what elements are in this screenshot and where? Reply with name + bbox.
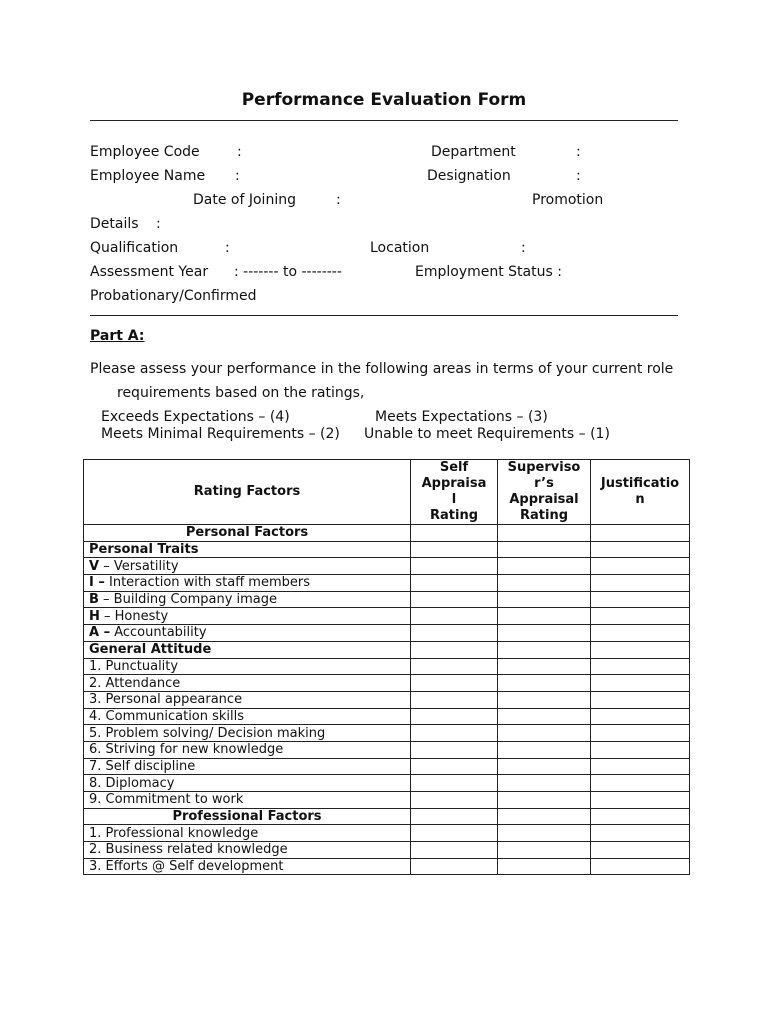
attitude-item: 8. Diplomacy [84, 775, 411, 792]
justification-cell[interactable] [591, 641, 690, 658]
trait-building-image [84, 591, 411, 608]
justification-cell[interactable] [591, 792, 690, 809]
supervisor-rating-cell[interactable] [498, 858, 591, 875]
qualification-colon: : [225, 240, 230, 256]
justification-cell[interactable] [591, 541, 690, 558]
self-rating-cell[interactable] [411, 608, 498, 625]
attitude-item: 4. Communication skills [84, 708, 411, 725]
rating-exceeds: Exceeds Expectations – (4) [101, 409, 290, 425]
rating-factors-header-text: Rating Factors [193, 484, 301, 499]
trait-text: – Versatility [99, 558, 179, 574]
part-a-heading: Part A: [90, 328, 145, 344]
table-row [84, 525, 690, 542]
table-row [84, 825, 690, 842]
professional-factors-section: Professional Factors [84, 808, 411, 825]
supervisor-appraisal-line-2: r’s [534, 476, 554, 491]
supervisor-appraisal-line-3: Appraisal [509, 492, 579, 507]
supervisor-rating-cell[interactable] [498, 541, 591, 558]
employee-code-label: Employee Code [90, 144, 200, 160]
self-rating-cell[interactable] [411, 708, 498, 725]
self-rating-cell[interactable] [411, 842, 498, 859]
trait-code: H [89, 608, 100, 624]
attitude-item: 7. Self discipline [84, 758, 411, 775]
self-rating-cell[interactable] [411, 641, 498, 658]
professional-item: 1. Professional knowledge [84, 825, 411, 842]
supervisor-rating-cell[interactable] [498, 792, 591, 809]
instruction-line-1: Please assess your performance in the following areas in terms of your current role [90, 361, 674, 377]
justification-cell[interactable] [591, 608, 690, 625]
table-row [84, 558, 690, 575]
justification-header [591, 460, 690, 525]
supervisor-appraisal-line-4: Rating [519, 508, 568, 523]
self-rating-cell[interactable] [411, 741, 498, 758]
supervisor-appraisal-line-1: Superviso [507, 460, 581, 475]
department-colon: : [576, 144, 581, 160]
designation-colon: : [576, 168, 581, 184]
table-row [84, 575, 690, 592]
general-attitude-group: General Attitude [84, 641, 411, 658]
form-title: Performance Evaluation Form [241, 90, 527, 110]
supervisor-rating-cell[interactable] [498, 625, 591, 642]
department-label: Department [431, 144, 516, 160]
supervisor-rating-cell[interactable] [498, 658, 591, 675]
trait-interaction [84, 575, 411, 592]
trait-honesty [84, 608, 411, 625]
trait-code: I – [89, 575, 105, 591]
self-appraisal-header [411, 460, 498, 525]
self-appraisal-line-3: l [451, 492, 457, 507]
trait-text: Accountability [110, 625, 207, 641]
table-row [84, 708, 690, 725]
justification-line-1: Justificatio [600, 476, 680, 491]
supervisor-rating-cell[interactable] [498, 758, 591, 775]
attitude-item: 2. Attendance [84, 675, 411, 692]
supervisor-rating-cell[interactable] [498, 825, 591, 842]
table-row [84, 858, 690, 875]
supervisor-rating-cell[interactable] [498, 608, 591, 625]
personal-factors-section: Personal Factors [84, 525, 411, 542]
self-appraisal-line-2: Appraisa [421, 476, 487, 491]
assessment-year-label: Assessment Year [90, 264, 209, 280]
self-rating-cell[interactable] [411, 758, 498, 775]
self-rating-cell[interactable] [411, 625, 498, 642]
table-row [84, 792, 690, 809]
justification-cell[interactable] [591, 775, 690, 792]
attitude-item: 1. Punctuality [84, 658, 411, 675]
professional-item: 2. Business related knowledge [84, 842, 411, 859]
table-row [84, 658, 690, 675]
self-rating-cell[interactable] [411, 558, 498, 575]
table-row [84, 608, 690, 625]
trait-text: – Building Company image [98, 592, 278, 608]
self-rating-cell[interactable] [411, 792, 498, 809]
self-rating-cell[interactable] [411, 591, 498, 608]
employment-status-label: Employment Status : [415, 264, 562, 280]
probationary-confirmed: Probationary/Confirmed [90, 288, 257, 304]
self-rating-cell[interactable] [411, 525, 498, 542]
table-row [84, 775, 690, 792]
details-label: Details [90, 216, 139, 232]
trait-text: – Honesty [99, 608, 169, 624]
self-rating-cell[interactable] [411, 808, 498, 825]
supervisor-rating-cell[interactable] [498, 691, 591, 708]
justification-cell[interactable] [591, 691, 690, 708]
table-row [84, 541, 690, 558]
top-divider [90, 120, 678, 121]
table-row [84, 591, 690, 608]
promotion-label: Promotion [532, 192, 604, 208]
employee-name-label: Employee Name [90, 168, 206, 184]
justification-cell[interactable] [591, 741, 690, 758]
professional-item: 3. Efforts @ Self development [84, 858, 411, 875]
justification-cell[interactable] [591, 525, 690, 542]
table-row [84, 741, 690, 758]
instruction-line-2: requirements based on the ratings, [117, 385, 365, 401]
designation-label: Designation [427, 168, 511, 184]
employee-code-colon: : [237, 144, 242, 160]
self-rating-cell[interactable] [411, 691, 498, 708]
table-row [84, 625, 690, 642]
self-rating-cell[interactable] [411, 858, 498, 875]
details-colon: : [156, 216, 161, 232]
supervisor-rating-cell[interactable] [498, 641, 591, 658]
trait-code: V [89, 558, 100, 574]
table-row [84, 842, 690, 859]
justification-cell[interactable] [591, 591, 690, 608]
trait-code: B [89, 592, 99, 608]
supervisor-rating-cell[interactable] [498, 675, 591, 692]
supervisor-rating-cell[interactable] [498, 775, 591, 792]
table-row [84, 691, 690, 708]
supervisor-rating-cell[interactable] [498, 558, 591, 575]
justification-cell[interactable] [591, 675, 690, 692]
justification-cell[interactable] [591, 808, 690, 825]
self-rating-cell[interactable] [411, 725, 498, 742]
trait-versatility [84, 558, 411, 575]
attitude-item: 3. Personal appearance [84, 691, 411, 708]
justification-cell[interactable] [591, 725, 690, 742]
table-header-row [84, 460, 690, 525]
justification-cell[interactable] [591, 858, 690, 875]
self-rating-cell[interactable] [411, 675, 498, 692]
assessment-year-value: : ------- to -------- [234, 264, 342, 280]
trait-accountability [84, 625, 411, 642]
supervisor-rating-cell[interactable] [498, 575, 591, 592]
trait-code: A – [89, 625, 111, 641]
date-of-joining-colon: : [336, 192, 341, 208]
justification-cell[interactable] [591, 658, 690, 675]
justification-cell[interactable] [591, 758, 690, 775]
table-row [84, 675, 690, 692]
personal-traits-group: Personal Traits [84, 541, 411, 558]
supervisor-rating-cell[interactable] [498, 525, 591, 542]
attitude-item: 6. Striving for new knowledge [84, 741, 411, 758]
supervisor-rating-cell[interactable] [498, 808, 591, 825]
justification-cell[interactable] [591, 842, 690, 859]
justification-line-2: n [635, 492, 645, 507]
table-row [84, 725, 690, 742]
self-rating-cell[interactable] [411, 541, 498, 558]
rating-meets: Meets Expectations – (3) [375, 409, 548, 425]
supervisor-rating-cell[interactable] [498, 708, 591, 725]
trait-text: Interaction with staff members [104, 575, 310, 591]
table-row [84, 808, 690, 825]
employee-name-colon: : [235, 168, 240, 184]
attitude-item: 9. Commitment to work [84, 792, 411, 809]
rating-minimal: Meets Minimal Requirements – (2) [101, 426, 340, 442]
self-rating-cell[interactable] [411, 575, 498, 592]
self-appraisal-line-4: Rating [429, 508, 478, 523]
qualification-label: Qualification [90, 240, 179, 256]
mid-divider [90, 315, 678, 316]
justification-cell[interactable] [591, 575, 690, 592]
self-rating-cell[interactable] [411, 825, 498, 842]
supervisor-rating-cell[interactable] [498, 842, 591, 859]
justification-cell[interactable] [591, 825, 690, 842]
table-row [84, 641, 690, 658]
rating-unable: Unable to meet Requirements – (1) [364, 426, 610, 442]
self-rating-cell[interactable] [411, 658, 498, 675]
justification-cell[interactable] [591, 625, 690, 642]
self-appraisal-line-1: Self [439, 460, 469, 475]
supervisor-appraisal-header [498, 460, 591, 525]
attitude-item: 5. Problem solving/ Decision making [84, 725, 411, 742]
location-colon: : [521, 240, 526, 256]
rating-table [83, 459, 690, 875]
supervisor-rating-cell[interactable] [498, 741, 591, 758]
supervisor-rating-cell[interactable] [498, 591, 591, 608]
justification-cell[interactable] [591, 708, 690, 725]
date-of-joining-label: Date of Joining [193, 192, 296, 208]
rating-factors-header [84, 460, 411, 525]
location-label: Location [370, 240, 430, 256]
table-row [84, 758, 690, 775]
self-rating-cell[interactable] [411, 775, 498, 792]
supervisor-rating-cell[interactable] [498, 725, 591, 742]
justification-cell[interactable] [591, 558, 690, 575]
